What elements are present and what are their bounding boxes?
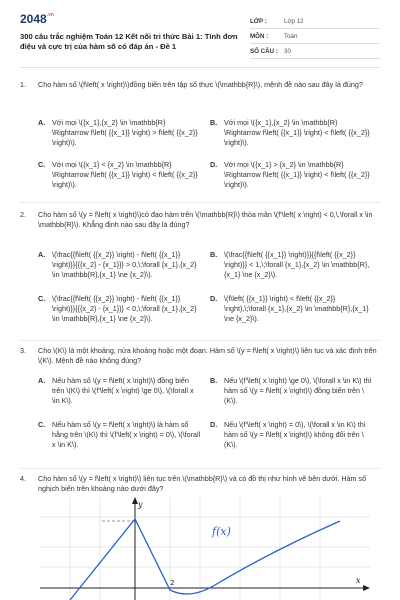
x-axis-arrow (363, 585, 370, 591)
y-axis-label: y (138, 500, 143, 509)
option-text: Nếu hàm số \(y = f\left( x \right)\) đồng biến trên \(K\) thì \(f'\left( x \right) \ge 0\), \(\forall x \in K\). (52, 376, 194, 405)
option-text: Với mọi \({x_1},{x_2} \in \mathbb{R} \Rightarrow f\left( {{x_1}} \right) < f\left( {{x_2}} \right)\). (224, 118, 370, 147)
meta-value: Toán (284, 32, 298, 40)
function-graph (40, 497, 370, 600)
graph-grid (40, 497, 370, 600)
meta-key: LỚP : (250, 17, 267, 25)
curve-label: f(x) (212, 525, 231, 538)
option-text: Nếu \(f'\left( x \right) \ge 0\), \(\forall x \in K\) thì hàm số \(y = f\left( x \right)\) đồng biến trên \(K\). (224, 376, 372, 405)
question-text: Cho hàm số \(y = f\left( x \right)\)có đạo hàm trên \(\mathbb{R}\) thỏa mãn \(f'\left( x \right) < 0,\,\forall x \in \mathbb{R}\). Khẳng định nào sau đây là đúng? (38, 210, 373, 229)
option-letter: D. (210, 294, 218, 303)
meta-table (250, 14, 380, 59)
option-text: Nếu hàm số \(y = f\left( x \right)\) là hàm số hằng trên \(K\) thì \(f'\left( x \right) = 0\), \(\forall x \in K\). (52, 420, 201, 449)
option-text: Với mọi \({x_1} < {x_2} \in \mathbb{R} \Rightarrow f\left( {{x_1}} \right) < f\left( {{x_2}} \right)\). (52, 160, 198, 189)
document-header (20, 12, 380, 60)
question-2 (20, 210, 380, 338)
question-text: Cho hàm số \(y = f\left( x \right)\) liên tục trên \(\mathbb{R}\) và có đồ thị như hình vẽ bên dưới. Hàm số nghịch biến trên khoảng nào dưới đây? (38, 474, 367, 493)
question-4 (20, 474, 380, 498)
meta-key: MÔN : (250, 32, 269, 40)
question-number: 2. (20, 210, 26, 219)
question-number: 3. (20, 346, 26, 355)
meta-value: Lớp 12 (284, 17, 304, 25)
option-text: Với mọi \({x_1},{x_2} \in \mathbb{R} \Rightarrow f\left( {{x_1}} \right) > f\left( {{x_2}} \right)\). (52, 118, 198, 147)
meta-value: 30 (284, 47, 291, 55)
question-number: 4. (20, 474, 26, 483)
option-text: \(f\left( {{x_1}} \right) < f\left( {{x_2}} \right),\;\forall {x_1},{x_2} \in \mathbb{R},{x_1} \ne {x_2}\). (224, 294, 369, 323)
header-divider (20, 67, 380, 68)
question-separator (20, 468, 380, 469)
option-letter: C. (38, 160, 46, 169)
option-text: \(\frac{{f\left( {{x_2}} \right) - f\left( {{x_1}} \right)}}{{{x_2} - {x_1}}} < 0,\;\forall {x_1},{x_2} \in \mathbb{R},{x_1} \ne {x_2}\). (52, 294, 197, 323)
question-separator (20, 340, 380, 341)
question-1 (20, 80, 380, 200)
option-letter: B. (210, 118, 218, 127)
site-logo[interactable]: $2048^{.vn}$ (20, 12, 54, 26)
option-letter: A. (38, 250, 46, 259)
option-letter: C. (38, 420, 46, 429)
option-text: Với mọi \({x_1} > {x_2} \in \mathbb{R} \Rightarrow f\left( {{x_1}} \right) < f\left( {{x_2}} \right)\). (224, 160, 370, 189)
option-letter: A. (38, 376, 46, 385)
question-text: Cho \(K\) là một khoảng, nửa khoảng hoặc một đoạn. Hàm số \(y = f\left( x \right)\) liên tục và xác định trên \(K\). Mệnh đề nào không đúng? (38, 346, 377, 365)
question-text: Cho hàm số \(f\left( x \right)\)đồng biến trên tập số thực \(\mathbb{R}\), mệnh đề nào sau đây là đúng? (38, 80, 363, 89)
question-3 (20, 346, 380, 466)
document-title: 300 câu trắc nghiệm Toán 12 Kết nối tri thức Bài 1: Tính đơn điệu và cực trị của hàm số có đáp án - Đề 1 (20, 32, 238, 51)
option-text: \(\frac{{f\left( {{x_1}} \right)}}{{f\left( {{x_2}} \right)}} < 1,\;\forall {x_1},{x_2} \in \mathbb{R},{x_1} \ne {x_2}\). (224, 250, 370, 279)
option-letter: B. (210, 250, 218, 259)
option-letter: B. (210, 376, 218, 385)
meta-row-class (250, 14, 380, 29)
meta-key: SỐ CÂU : (250, 47, 278, 55)
meta-row-subject (250, 29, 380, 44)
x-axis-label: x (356, 576, 361, 585)
question-separator (20, 202, 380, 203)
option-letter: D. (210, 420, 218, 429)
option-text: \(\frac{{f\left( {{x_2}} \right) - f\left( {{x_1}} \right)}}{{{x_2} - {x_1}}} > 0,\;\forall {x_1},{x_2} \in \mathbb{R},{x_1} \ne {x_2}\). (52, 250, 197, 279)
option-letter: A. (38, 118, 46, 127)
question-number: 1. (20, 80, 26, 89)
option-text: Nếu \(f'\left( x \right) = 0\), \(\forall x \in K\) thì hàm số \(y = f\left( x \right)\) không đổi trên \(K\). (224, 420, 366, 449)
option-letter: D. (210, 160, 218, 169)
meta-row-count (250, 44, 380, 59)
option-letter: C. (38, 294, 46, 303)
tick-label: 2 (170, 579, 175, 587)
